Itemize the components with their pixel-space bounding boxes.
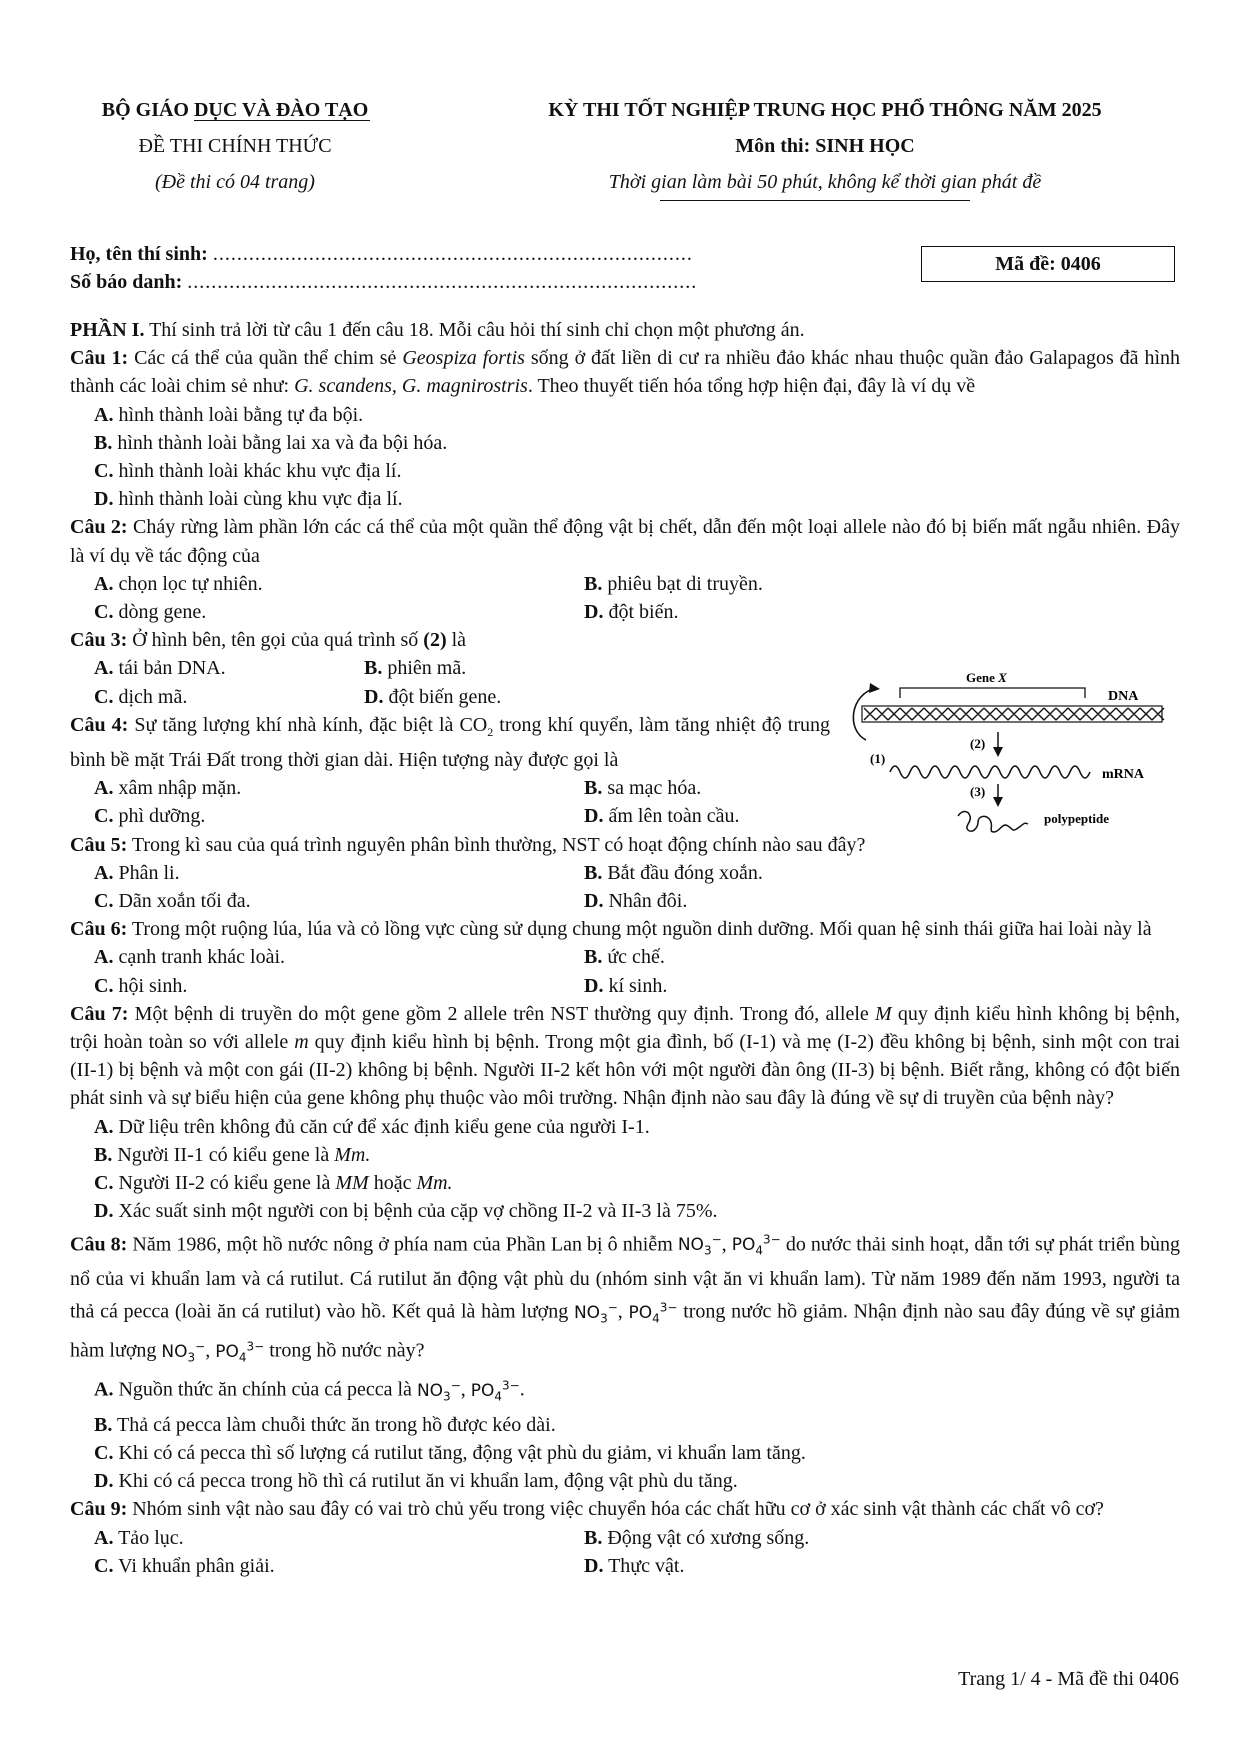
q4-options-row-1 [70, 774, 1180, 802]
q7-option-d[interactable] [70, 1197, 1180, 1225]
q4-option-b[interactable] [584, 774, 701, 802]
option-letter: D. [584, 601, 604, 624]
question-2 [70, 513, 1180, 569]
question-8-label: Câu 8: [70, 1233, 128, 1256]
option-text: ức chế. [607, 946, 665, 969]
q7-option-c[interactable] [70, 1169, 1180, 1197]
q3-text-1: Ở hình bên, tên gọi của quá trình số [132, 629, 419, 652]
q9-option-d[interactable] [584, 1552, 684, 1580]
option-genotype: MM [335, 1172, 369, 1195]
option-text: Động vật có xương sống. [607, 1526, 810, 1549]
question-9 [70, 1495, 1180, 1523]
ion-separator: , [721, 1233, 727, 1256]
option-text: dòng gene. [118, 601, 207, 624]
question-5-label: Câu 5: [70, 833, 128, 856]
q1-text-2: sống ở đất liền di cư ra nhiều đảo khác nhau thuộc quần đảo Galapagos đã hình thành các loài chim sẻ như: [70, 347, 1181, 398]
option-genotype: Mm. [416, 1172, 453, 1195]
q3-text-2: là [451, 629, 467, 652]
option-letter: D. [584, 890, 604, 913]
official-label: ĐỀ THI CHÍNH THỨC [138, 135, 332, 157]
option-text: hội sinh. [118, 974, 188, 997]
q5-option-d[interactable] [584, 887, 687, 915]
header-right [470, 92, 1180, 200]
q3-option-c[interactable] [94, 683, 364, 711]
q6-option-d[interactable] [584, 972, 667, 1000]
option-letter: B. [584, 777, 603, 800]
q2-option-d[interactable] [584, 598, 678, 626]
q6-options-row-1 [70, 943, 1180, 971]
q9-options-row-1 [70, 1524, 1180, 1552]
header-left [70, 92, 400, 200]
header-right-rule [660, 200, 970, 201]
part1-heading [70, 316, 1180, 344]
q5-options-row-1 [70, 859, 1180, 887]
q1-option-b[interactable] [70, 429, 1180, 457]
ion-separator: , [205, 1339, 211, 1362]
option-text: tái bản DNA. [118, 657, 226, 680]
option-text: Dữ liệu trên không đủ căn cứ để xác định kiểu gene của người I-1. [118, 1115, 650, 1138]
option-letter: D. [94, 1200, 114, 1223]
q4-options-row-2 [70, 802, 1180, 830]
q8-text-1: Năm 1986, một hồ nước nông ở phía nam của Phần Lan bị ô nhiễm [132, 1233, 673, 1256]
q2-option-c[interactable] [94, 598, 584, 626]
q7-text-1: Một bệnh di truyền do một gene gồm 2 allele trên NST thường quy định. Trong đó, allele [134, 1002, 869, 1025]
option-text: ấm lên toàn cầu. [608, 805, 740, 828]
q1-option-a[interactable] [70, 401, 1180, 429]
option-letter: D. [584, 1554, 604, 1577]
q1-option-c[interactable] [70, 457, 1180, 485]
q3-options-row-2 [70, 683, 1180, 711]
question-4-label: Câu 4: [70, 713, 129, 736]
q9-options-row-2 [70, 1552, 1180, 1580]
option-text: Người II-2 có kiểu gene là [118, 1172, 331, 1195]
q9-text: Nhóm sinh vật nào sau đây có vai trò chủ yếu trong việc chuyển hóa các chất hữu cơ ở xác sinh vật thành các chất vô cơ? [132, 1498, 1104, 1521]
gene-label: Gene X [966, 670, 1007, 685]
option-letter: D. [584, 805, 604, 828]
question-6 [70, 915, 1180, 943]
q3-option-d[interactable] [364, 683, 501, 711]
nitrate-ion: $NO_3^-$ [416, 1378, 461, 1404]
option-text: dịch mã. [118, 685, 188, 708]
polypeptide-label: polypeptide [1044, 811, 1110, 826]
q7-option-a[interactable] [70, 1113, 1180, 1141]
q5-options-row-2 [70, 887, 1180, 915]
candidate-id-label: Số báo danh: [70, 271, 183, 293]
option-text: hình thành loài cùng khu vực địa lí. [118, 488, 403, 511]
q8-option-d[interactable] [70, 1467, 1180, 1495]
part1-instruction: Thí sinh trả lời từ câu 1 đến câu 18. Mỗi câu hỏi thí sinh chỉ chọn một phương án. [149, 319, 805, 341]
option-letter: C. [94, 890, 114, 913]
option-text: đột biến. [608, 601, 679, 624]
option-text: Người II-1 có kiểu gene là [117, 1143, 330, 1166]
time-note: Thời gian làm bài 50 phút, không kể thời gian phát đề [608, 171, 1042, 193]
option-letter: A. [94, 777, 114, 800]
option-letter: D. [364, 685, 384, 708]
option-text: kí sinh. [608, 974, 668, 997]
option-text: Bắt đầu đóng xoắn. [607, 861, 763, 884]
page-footer: Trang 1/ 4 - Mã đề thi 0406 [958, 1668, 1179, 1690]
q1-option-d[interactable] [70, 485, 1180, 513]
option-letter: A. [94, 1115, 114, 1138]
option-letter: A. [94, 403, 114, 426]
q9-option-b[interactable] [584, 1524, 809, 1552]
phosphate-ion: $PO_4^{3-}$ [470, 1378, 520, 1404]
questions [70, 316, 1180, 1580]
q2-options-row-1 [70, 570, 1180, 598]
option-text: cạnh tranh khác loài. [118, 946, 286, 969]
phosphate-ion: $PO_4^{3-}$ [215, 1339, 265, 1365]
process-1-label: (1) [870, 751, 886, 766]
exam-code-box: Mã đề: 0406 [921, 246, 1175, 282]
option-letter: A. [94, 572, 114, 595]
option-letter: B. [584, 572, 603, 595]
dna-label: DNA [1108, 689, 1139, 704]
option-text: hình thành loài bằng lai xa và đa bội hóa. [117, 431, 448, 454]
option-text: đột biến gene. [388, 685, 502, 708]
option-letter: C. [94, 685, 114, 708]
option-letter: B. [94, 1143, 113, 1166]
option-genotype: Mm. [334, 1143, 371, 1166]
q6-option-a[interactable] [94, 943, 584, 971]
question-9-label: Câu 9: [70, 1498, 128, 1521]
mrna-label: mRNA [1102, 767, 1144, 782]
phosphate-ion: $PO_4^{3-}$ [731, 1232, 781, 1258]
q8-text-4: trong hồ nước này? [269, 1339, 425, 1362]
q1-species-1: Geospiza fortis [402, 347, 525, 370]
subject-label: Môn thi: SINH HỌC [735, 135, 915, 157]
q6-option-b[interactable] [584, 943, 665, 971]
q2-text: Cháy rừng làm phần lớn các cá thể của một quần thể động vật bị chết, dẫn đến một loại allele nào đó bị biến mất ngẫu nhiên. Đây là ví dụ về tác động của [70, 516, 1180, 567]
ion-separator: , [460, 1379, 466, 1402]
option-text: Thực vật. [608, 1554, 685, 1577]
option-letter: B. [364, 657, 383, 680]
question-5 [70, 831, 1180, 859]
q9-option-c[interactable] [94, 1552, 584, 1580]
option-text: hình thành loài khác khu vực địa lí. [118, 460, 402, 483]
q3-process-number: (2) [423, 629, 447, 652]
header-left-rule [194, 120, 370, 121]
ion-separator: , [617, 1300, 623, 1323]
option-letter: B. [584, 946, 603, 969]
q4-option-a[interactable] [94, 774, 584, 802]
question-1-label: Câu 1: [70, 347, 129, 370]
option-text: sa mạc hóa. [607, 777, 702, 800]
option-letter: A. [94, 1526, 114, 1549]
q4-text-1: Sự tăng lượng khí nhà kính, đặc biệt là CO [134, 713, 488, 736]
q7-option-b[interactable] [70, 1141, 1180, 1169]
question-8 [70, 1226, 1180, 1372]
q6-text: Trong một ruộng lúa, lúa và cỏ lồng vực cùng sử dụng chung một nguồn dinh dưỡng. Mối quan hệ sinh thái giữa hai loài này là [131, 918, 1152, 941]
q3-option-a[interactable] [94, 654, 364, 682]
question-4 [70, 711, 830, 774]
option-text: phiên mã. [387, 657, 467, 680]
option-text: Thả cá pecca làm chuỗi thức ăn trong hồ được kéo dài. [116, 1413, 556, 1436]
question-7 [70, 1000, 1180, 1113]
q1-text-1: Các cá thể của quần thể chim sẻ [134, 347, 397, 370]
question-3-label: Câu 3: [70, 629, 128, 652]
option-letter: A. [94, 1379, 114, 1402]
process-2-label: (2) [970, 736, 986, 751]
q8-option-b[interactable] [70, 1411, 1180, 1439]
option-text: Vi khuẩn phân giải. [118, 1554, 275, 1577]
q1-species-2: G. scandens, G. magnirostris [294, 375, 528, 398]
option-text: chọn lọc tự nhiên. [118, 572, 263, 595]
candidate-name-dots: ................................................................................ [212, 243, 693, 265]
exam-title: KỲ THI TỐT NGHIỆP TRUNG HỌC PHỔ THÔNG NĂM 2025 [548, 99, 1102, 121]
option-letter: C. [94, 1441, 114, 1464]
process-3-label: (3) [970, 784, 986, 799]
question-6-label: Câu 6: [70, 918, 128, 941]
option-text: phì dưỡng. [118, 805, 206, 828]
q9-option-a[interactable] [94, 1524, 584, 1552]
q3-options-row-1 [70, 654, 1180, 682]
option-text: Phân li. [118, 861, 180, 884]
option-text: phiêu bạt di truyền. [607, 572, 763, 595]
q4-text-2: trong khí quyển, làm tăng nhiệt độ trung bình bề mặt Trái Đất trong thời gian dài. Hiện tượng này được gọi là [70, 713, 831, 772]
q4-option-c[interactable] [94, 802, 584, 830]
phosphate-ion: $PO_4^{3-}$ [628, 1299, 678, 1325]
option-text: Nguồn thức ăn chính của cá pecca là [118, 1379, 412, 1402]
option-letter: C. [94, 974, 114, 997]
q3-option-b[interactable] [364, 654, 466, 682]
q7-allele-recessive: m [294, 1031, 309, 1054]
question-1 [70, 344, 1180, 400]
q6-options-row-2 [70, 972, 1180, 1000]
nitrate-ion: $NO_3^-$ [677, 1232, 722, 1258]
q8-option-a[interactable]: A. Nguồn thức ăn chính của cá pecca là $NO_3^-$, $PO_4^{3-}$. [94, 1378, 525, 1404]
pages-note: (Đề thi có 04 trang) [155, 171, 315, 193]
option-letter: B. [584, 861, 603, 884]
nitrate-ion: $NO_3^-$ [161, 1339, 206, 1365]
q8-option-c[interactable] [70, 1439, 1180, 1467]
option-text: Xác suất sinh một người con bị bệnh của cặp vợ chồng II-2 và II-3 là 75%. [118, 1200, 718, 1223]
candidate-info [70, 240, 697, 296]
option-letter: C. [94, 460, 114, 483]
option-letter: C. [94, 805, 114, 828]
ministry-name: BỘ GIÁO DỤC VÀ ĐÀO TẠO [101, 99, 369, 121]
q5-option-b[interactable] [584, 859, 763, 887]
q7-text-3: quy định kiểu hình bị bệnh. Trong một gia đình, bố (I-1) và mẹ (I-2) đều không bị bệnh, sinh một con trai (II-1) bị bệnh và một con gái (II-2) không bị bệnh. Người II-2 kết hôn với một người đàn ông (II-3) bị bệnh. Biết rằng, không có đột biến phát sinh và sự biểu hiện của gene không phụ thuộc vào môi trường. Nhận định nào sau đây là đúng về sự di truyền của bệnh này? [70, 1031, 1181, 1110]
option-text: Nhân đôi. [608, 890, 688, 913]
option-letter: D. [94, 488, 114, 511]
option-letter: A. [94, 946, 114, 969]
option-letter: B. [94, 1413, 113, 1436]
q4-option-d[interactable] [584, 802, 740, 830]
candidate-name-label: Họ, tên thí sinh: [70, 243, 208, 265]
q8-text-3: trong nước hồ giảm. Nhận định nào sau đây đúng về sự giảm hàm lượng [70, 1300, 1181, 1362]
option-text: Khi có cá pecca trong hồ thì cá rutilut ăn vi khuẩn lam, động vật phù du tăng. [118, 1470, 738, 1493]
part1-label: PHẦN I. [70, 319, 145, 341]
option-letter: C. [94, 1554, 114, 1577]
q2-options-row-2 [70, 598, 1180, 626]
option-letter: B. [584, 1526, 603, 1549]
q5-option-c[interactable] [94, 887, 584, 915]
q2-option-a[interactable] [94, 570, 584, 598]
q5-option-a[interactable] [94, 859, 584, 887]
nitrate-ion: $NO_3^-$ [573, 1299, 618, 1325]
option-text: Tảo lục. [118, 1526, 184, 1549]
option-letter: C. [94, 1172, 114, 1195]
option-text: Khi có cá pecca thì số lượng cá rutilut tăng, động vật phù du giảm, vi khuẩn lam tăng. [118, 1441, 806, 1464]
option-text: hoặc [373, 1172, 412, 1195]
question-2-label: Câu 2: [70, 516, 128, 539]
q7-allele-dominant: M [874, 1002, 892, 1025]
option-letter: D. [94, 1470, 114, 1493]
q6-option-c[interactable] [94, 972, 584, 1000]
option-letter: D. [584, 974, 604, 997]
option-text: Dãn xoắn tối đa. [118, 890, 251, 913]
q4-subscript: 2 [487, 724, 494, 739]
q8-text-2: do nước thải sinh hoạt, dẫn tới sự phát triển bùng nổ của vi khuẩn lam và cá rutilut. Cá rutilut ăn động vật phù du (nhóm sinh vật ăn vi khuẩn lam). Từ năm 1989 đến năm 1993, người ta thả cá pecca (loài ăn cá rutilut) vào hồ. Kết quả là hàm lượng [70, 1233, 1181, 1323]
question-3 [70, 626, 1180, 654]
q2-option-b[interactable] [584, 570, 763, 598]
q1-text-3: . Theo thuyết tiến hóa tổng hợp hiện đại, đây là ví dụ về [527, 375, 976, 398]
option-letter: C. [94, 601, 114, 624]
option-text: xâm nhập mặn. [118, 777, 242, 800]
option-letter: A. [94, 657, 114, 680]
q5-text: Trong kì sau của quá trình nguyên phân bình thường, NST có hoạt động chính nào sau đây? [131, 833, 866, 856]
q7-text-2: quy định kiểu hình không bị bệnh, trội hoàn toàn so với allele [70, 1002, 1181, 1054]
candidate-id-dots: ..................................................................................... [187, 271, 698, 293]
question-7-label: Câu 7: [70, 1002, 129, 1025]
option-text: hình thành loài bằng tự đa bội. [118, 403, 364, 426]
option-letter: B. [94, 431, 113, 454]
option-letter: A. [94, 861, 114, 884]
